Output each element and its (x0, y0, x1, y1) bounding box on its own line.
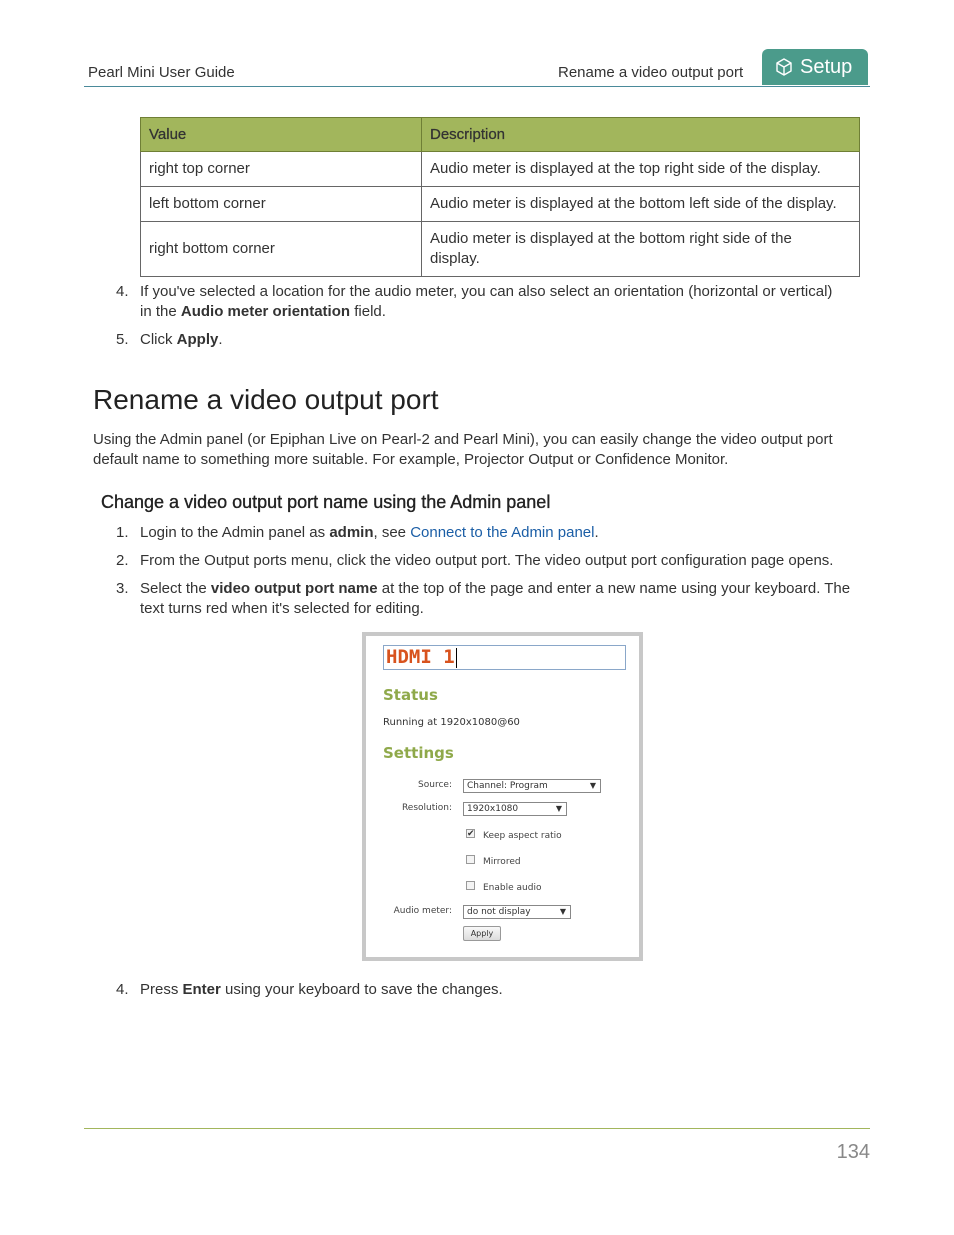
table-cell-value: right bottom corner (141, 222, 422, 277)
dropdown-arrow-icon: ▼ (555, 804, 562, 813)
keep-aspect-label: Keep aspect ratio (483, 831, 562, 841)
table-row (141, 222, 860, 277)
username: admin (329, 524, 374, 541)
audio-meter-label: Audio meter: (393, 906, 452, 916)
list-number: 5. (116, 331, 129, 348)
enable-audio-label: Enable audio (483, 883, 542, 893)
running-section-title: Rename a video output port (558, 64, 744, 81)
step-text: text turns red when it's selected for editing. (140, 600, 424, 617)
header-divider (84, 86, 870, 87)
table-cell-description: Audio meter is displayed at the bottom left side of the display. (422, 187, 860, 222)
text-cursor (456, 648, 457, 668)
table-header-row (141, 118, 860, 152)
source-select[interactable] (463, 779, 601, 793)
list-item (116, 579, 866, 619)
status-text: Running at 1920x1080@60 (383, 717, 520, 728)
step-text: Login to the Admin panel as (140, 524, 330, 541)
output-port-config-screenshot (362, 632, 643, 961)
source-value: Channel: Program (467, 781, 548, 791)
list-item (116, 282, 866, 322)
resolution-label: Resolution: (401, 803, 452, 813)
port-name-text: HDMI 1 (386, 646, 455, 668)
keep-aspect-checkbox[interactable] (466, 829, 475, 838)
setup-tab[interactable] (762, 49, 868, 85)
step-text: Select the (140, 580, 211, 597)
checkmark-icon: ✔ (467, 829, 475, 839)
list-number: 3. (116, 580, 129, 597)
list-number: 4. (116, 283, 129, 300)
list-item (116, 523, 866, 543)
audio-meter-value: do not display (467, 907, 531, 917)
button-name: Apply (176, 331, 219, 348)
resolution-value: 1920x1080 (467, 804, 519, 814)
intro-paragraph: Using the Admin panel (or Epiphan Live on Pearl-2 and Pearl Mini), you can easily change the video output port default name to something more suitable. For example, Projector Output or Confidence Monitor. (93, 431, 833, 468)
step-text: Click (140, 331, 177, 348)
resolution-select[interactable] (463, 802, 567, 816)
step-text: . (594, 524, 599, 541)
status-heading: Status (383, 686, 438, 704)
source-label: Source: (418, 780, 452, 790)
table-row (141, 187, 860, 222)
guide-title: Pearl Mini User Guide (88, 64, 235, 81)
page-number: 134 (836, 1141, 870, 1163)
step-text: If you've selected a location for the audio meter, you can also select an orientation (horizontal or vertical) (140, 283, 833, 300)
dropdown-arrow-icon: ▼ (559, 907, 566, 916)
setup-tab-label: Setup (800, 55, 853, 78)
step-text: at the top of the page and enter a new name using your keyboard. The (377, 580, 851, 597)
step-text: in the (140, 303, 181, 320)
step-text: From the Output ports menu, click the video output port. The video output port configuration page opens. (140, 552, 834, 569)
subsection-heading: Change a video output port name using the Admin panel (101, 492, 551, 512)
list-number: 1. (116, 524, 129, 541)
audio-meter-values-table (140, 117, 860, 277)
list-item (116, 551, 866, 571)
port-name-input[interactable] (383, 645, 626, 670)
column-header-value: Value (141, 118, 422, 152)
mirrored-checkbox[interactable] (466, 855, 475, 864)
step-text: , see (373, 524, 411, 541)
cube-icon (774, 57, 794, 77)
enable-audio-checkbox[interactable] (466, 881, 475, 890)
list-number: 2. (116, 552, 129, 569)
table-cell-value: right top corner (141, 152, 422, 187)
step-text: using your keyboard to save the changes. (220, 981, 503, 998)
list-item (116, 980, 866, 1000)
step-text: field. (350, 303, 386, 320)
field-name: video output port name (210, 580, 378, 597)
audio-meter-select[interactable] (463, 905, 571, 919)
footer-divider (84, 1128, 870, 1129)
list-number: 4. (116, 981, 129, 998)
connect-admin-panel-link[interactable]: Connect to the Admin panel (410, 524, 595, 541)
dropdown-arrow-icon: ▼ (589, 781, 596, 790)
mirrored-label: Mirrored (483, 857, 521, 867)
step-text: . (218, 331, 223, 348)
key-name: Enter (182, 981, 221, 998)
table-cell-value: left bottom corner (141, 187, 422, 222)
apply-button[interactable]: Apply (463, 926, 501, 941)
table-row (141, 152, 860, 187)
field-name: Audio meter orientation (180, 303, 351, 320)
list-item (116, 330, 866, 350)
section-title: Rename a video output port (93, 384, 439, 415)
table-cell-description: Audio meter is displayed at the top right side of the display. (422, 152, 860, 187)
table-cell-description: Audio meter is displayed at the bottom right side of the display. (422, 222, 860, 277)
settings-heading: Settings (383, 744, 454, 762)
step-text: Press (140, 981, 183, 998)
column-header-description: Description (422, 118, 860, 152)
